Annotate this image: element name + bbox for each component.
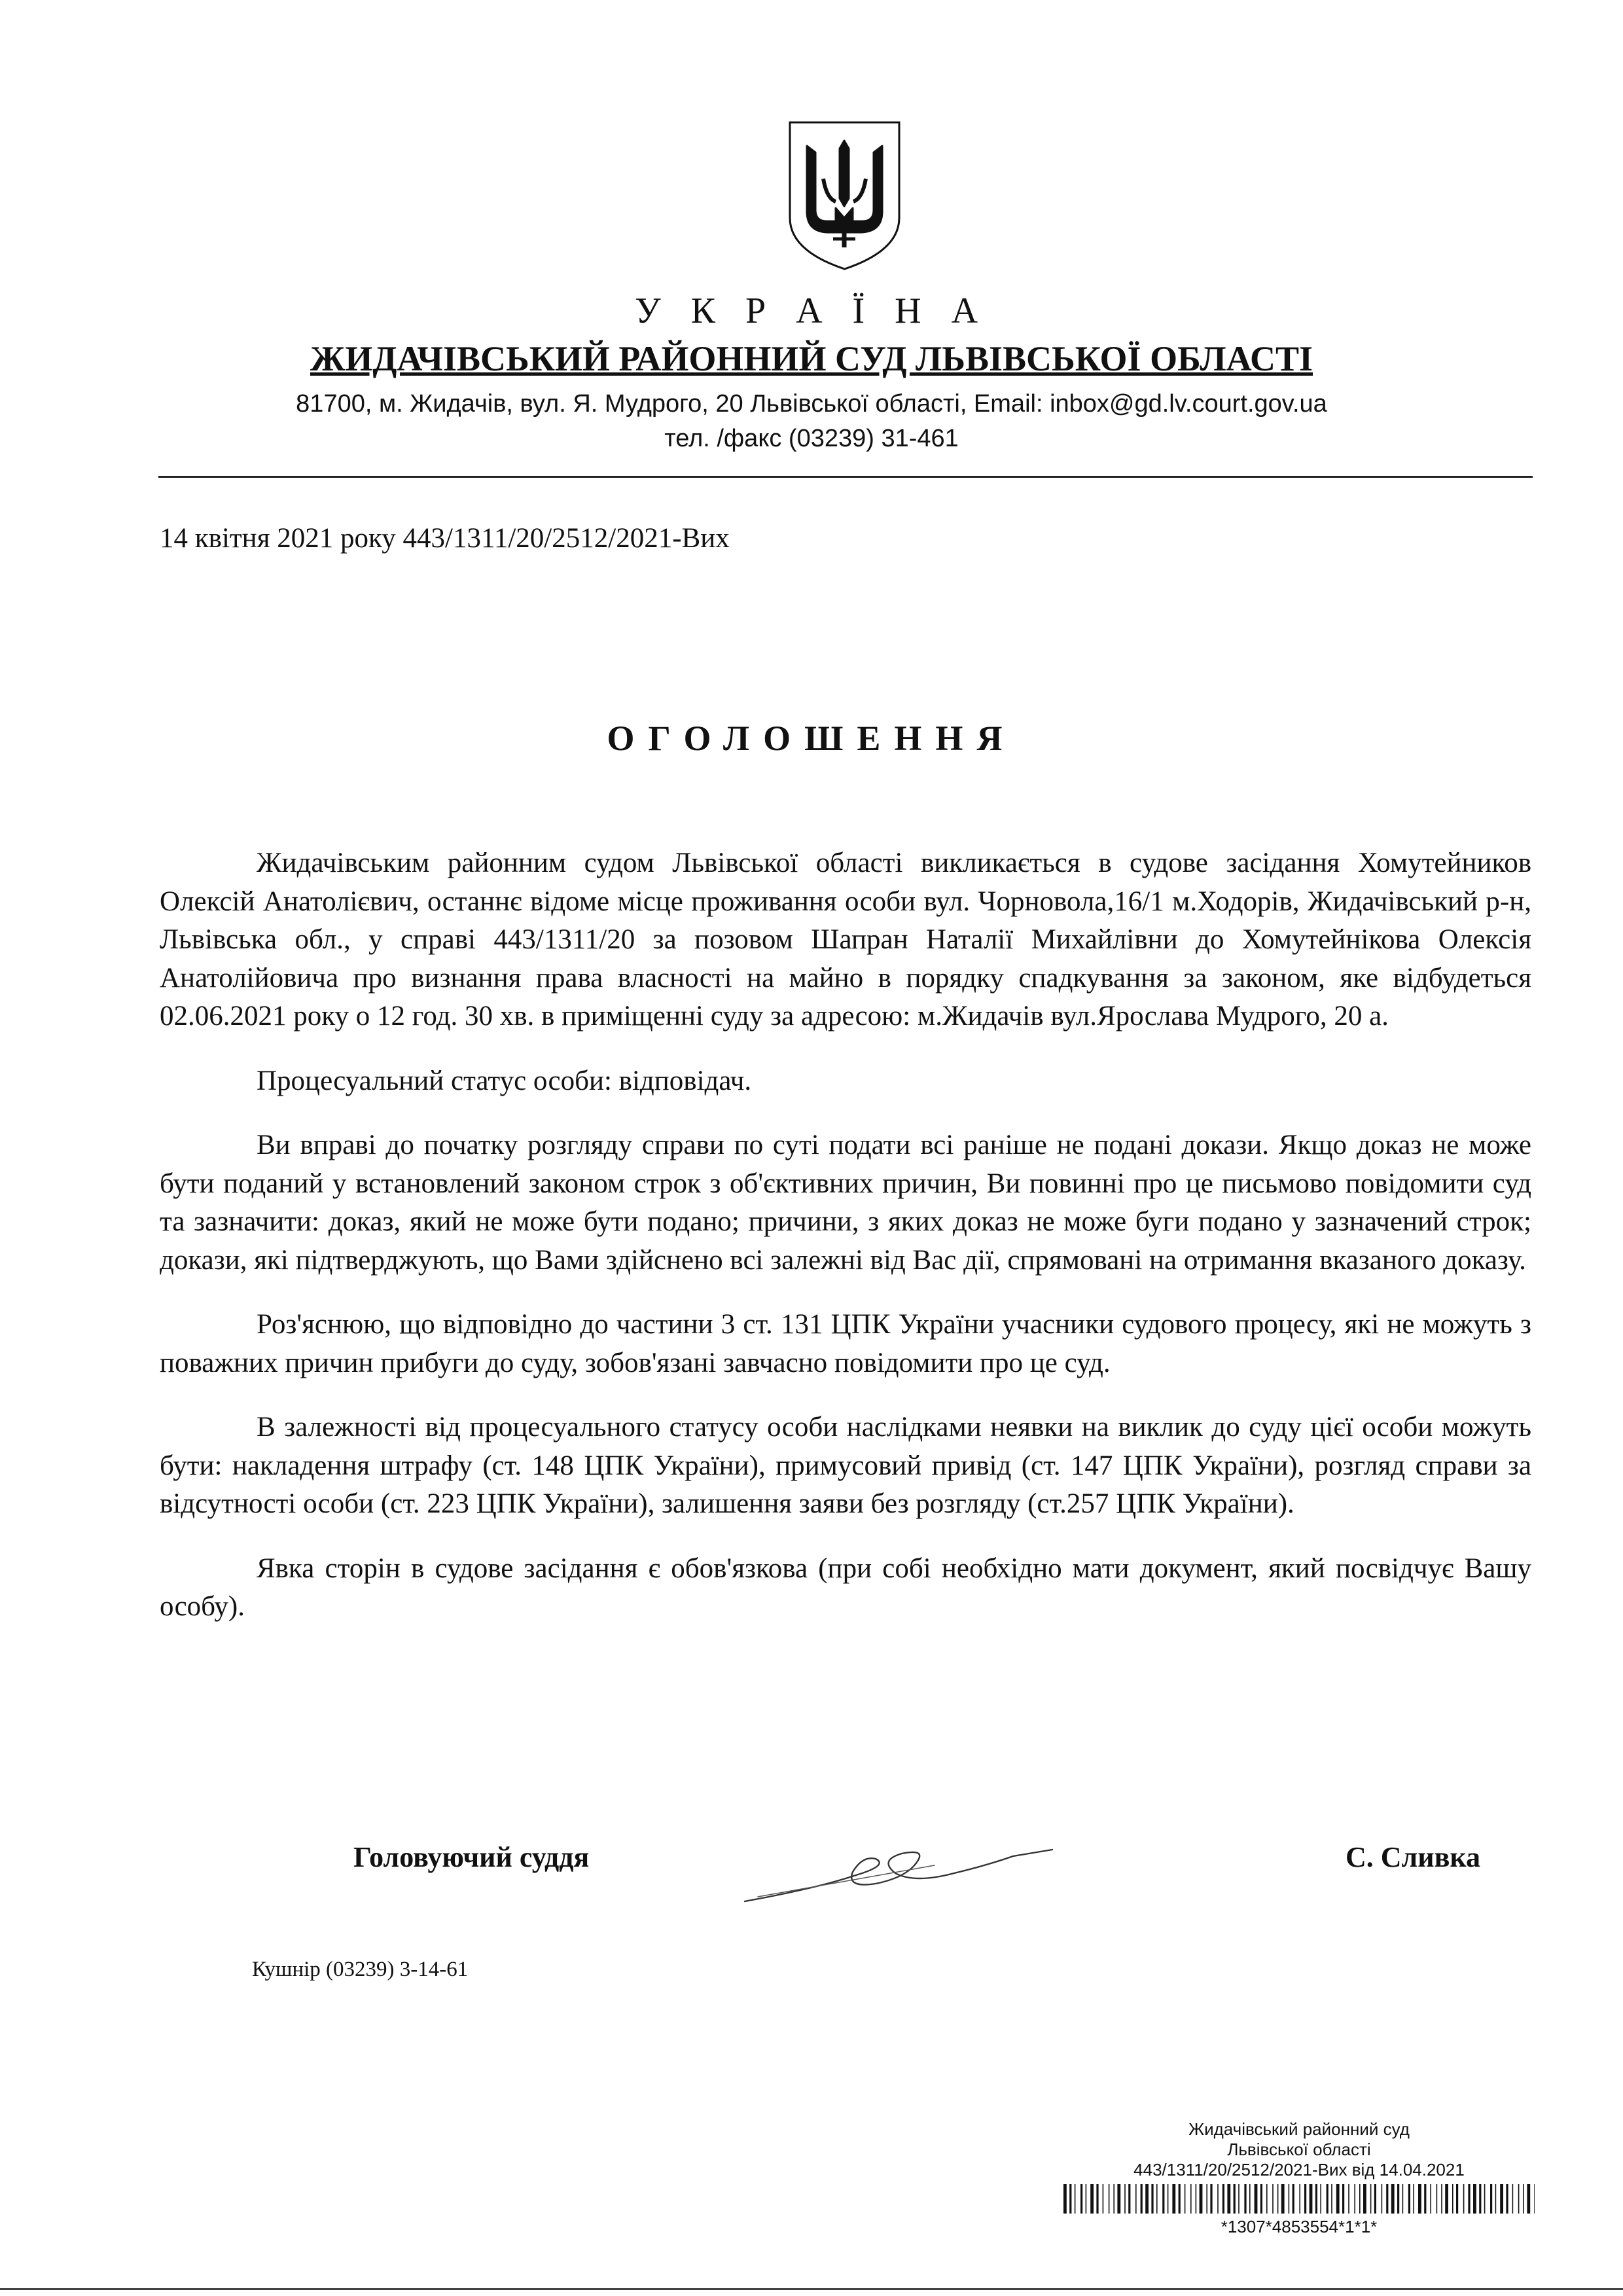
handwritten-signature <box>738 1813 1065 1911</box>
header-divider <box>158 476 1533 478</box>
page-bottom-edge <box>0 2288 1623 2290</box>
barcode-bar <box>1086 2184 1087 2214</box>
barcode-bar <box>1479 2184 1481 2214</box>
body-paragraph-attendance: Явка сторін в судове засідання є обов'язкова (при собі необхідно мати документ, який посвідчує Вашу особу). <box>160 1552 1531 1622</box>
barcode-bar <box>1391 2184 1395 2214</box>
stamp-court-name: Жидачівський районний суд <box>1188 2119 1410 2139</box>
document-body <box>160 844 1531 1653</box>
barcode-bar <box>1342 2184 1344 2214</box>
body-paragraph-obligation: Роз'яснюю, що відповідно до частини 3 ст. 131 ЦПК України учасники судового процесу, які не можуть з поважних причин прибуги до суду, зобов'язані завчасно повідомити про це суд. <box>160 1309 1531 1378</box>
barcode <box>1063 2184 1535 2214</box>
barcode-bar <box>1512 2184 1514 2214</box>
barcode-bar <box>1370 2184 1372 2214</box>
barcode-bar <box>1523 2184 1524 2214</box>
barcode-bar <box>1249 2184 1251 2214</box>
barcode-bar <box>1234 2184 1236 2214</box>
barcode-bar <box>1490 2184 1492 2214</box>
barcode-bar <box>1336 2184 1340 2214</box>
barcode-bar <box>1222 2184 1224 2214</box>
barcode-bar <box>1227 2184 1230 2214</box>
court-phone: тел. /факс (03239) 31-461 <box>664 425 959 452</box>
body-paragraph-summons: Жидачівським районним судом Львівської області викликається в судове засідання Хомутейников Олексій Анатолієвич, останнє відоме місце проживання особи вул. Чорновола,16/1 м.Ходорів, Жидачівський р-н, Львівська обл., у справі 443/1311/20 за позовом Шапран Наталії Михайлівни до Хомутейнікова Олексія Анатолійовича про визнання права власності на майно в порядку спадкування за законом, яке відбудеться 02.06.2021 року о 12 год. 30 хв. в приміщенні суду за адресою: м.Жидачів вул.Ярослава Мудрого, 20 а. <box>160 848 1531 1031</box>
barcode-bar <box>1277 2184 1279 2214</box>
court-name-heading: ЖИДАЧІВСЬКИЙ РАЙОННИЙ СУД ЛЬВІВСЬКОЇ ОБЛАСТІ <box>310 339 1313 378</box>
judge-title: Головуючий суддя <box>353 1841 590 1873</box>
barcode-bar <box>1506 2184 1508 2214</box>
barcode-bar <box>1217 2184 1219 2214</box>
barcode-bar <box>1080 2184 1082 2214</box>
barcode-bar <box>1518 2184 1520 2214</box>
barcode-bar <box>1260 2184 1262 2214</box>
barcode-bar <box>1124 2184 1126 2214</box>
barcode-bar <box>1069 2184 1071 2214</box>
barcode-bar <box>1310 2184 1313 2214</box>
ukraine-trident-emblem-icon <box>787 120 902 272</box>
judge-name: С. Сливка <box>1346 1841 1481 1873</box>
barcode-bar <box>1103 2184 1104 2214</box>
barcode-bar <box>1293 2184 1294 2214</box>
barcode-bar <box>1109 2184 1110 2214</box>
barcode-bar <box>1289 2184 1290 2214</box>
barcode-bar <box>1468 2184 1470 2214</box>
barcode-bar <box>1327 2184 1329 2214</box>
barcode-bar <box>1172 2184 1175 2214</box>
barcode-bar <box>1354 2184 1355 2214</box>
barcode-bar <box>1206 2184 1207 2214</box>
barcode-bar <box>1386 2184 1388 2214</box>
barcode-bar <box>1463 2184 1465 2214</box>
barcode-bar <box>1374 2184 1376 2214</box>
barcode-bar <box>1408 2184 1410 2214</box>
barcode-bar <box>1413 2184 1414 2214</box>
barcode-bar <box>1382 2184 1383 2214</box>
barcode-bar <box>1359 2184 1361 2214</box>
barcode-bar <box>1430 2184 1431 2214</box>
barcode-bar <box>1456 2184 1458 2214</box>
barcode-bar <box>1436 2184 1438 2214</box>
court-address: 81700, м. Жидачів, вул. Я. Мудрого, 20 Львівської області, Email: inbox@gd.lv.court.gov.ua <box>296 390 1327 418</box>
barcode-bar <box>1128 2184 1130 2214</box>
barcode-number: *1307*4853554*1*1* <box>1221 2217 1378 2236</box>
body-paragraph-status: Процесуальний статус особи: відповідач. <box>257 1065 752 1096</box>
barcode-bar <box>1244 2184 1246 2214</box>
barcode-bar <box>1331 2184 1332 2214</box>
barcode-bar <box>1113 2184 1115 2214</box>
barcode-bar <box>1495 2184 1497 2214</box>
barcode-bar <box>1281 2184 1285 2214</box>
barcode-bar <box>1162 2184 1164 2214</box>
barcode-bar <box>1534 2184 1535 2214</box>
barcode-bar <box>1402 2184 1404 2214</box>
barcode-bar <box>1315 2184 1317 2214</box>
barcode-bar <box>1135 2184 1137 2214</box>
barcode-bar <box>1151 2184 1153 2214</box>
barcode-bar <box>1320 2184 1321 2214</box>
barcode-bar <box>1445 2184 1448 2214</box>
barcode-bar <box>1348 2184 1349 2214</box>
stamp-registration-number: 443/1311/20/2512/2021-Вих від 14.04.2021 <box>1133 2160 1465 2179</box>
barcode-bar <box>1168 2184 1169 2214</box>
barcode-bar <box>1238 2184 1240 2214</box>
barcode-bar <box>1272 2184 1274 2214</box>
barcode-bar <box>1473 2184 1476 2214</box>
barcode-bar <box>1500 2184 1503 2214</box>
barcode-bar <box>1145 2184 1149 2214</box>
barcode-bar <box>1484 2184 1486 2214</box>
barcode-bar <box>1418 2184 1421 2214</box>
barcode-bar <box>1452 2184 1454 2214</box>
barcode-bar <box>1200 2184 1203 2214</box>
barcode-bar <box>1090 2184 1094 2214</box>
country-heading: У К Р А Ї Н А <box>634 291 989 331</box>
executor-contact: Кушнір (03239) 3-14-61 <box>252 1958 469 1981</box>
barcode-bar <box>1424 2184 1426 2214</box>
barcode-bar <box>1266 2184 1268 2214</box>
barcode-bar <box>1397 2184 1399 2214</box>
barcode-bar <box>1363 2184 1366 2214</box>
barcode-bar <box>1096 2184 1098 2214</box>
barcode-bar <box>1527 2184 1530 2214</box>
barcode-bar <box>1141 2184 1143 2214</box>
barcode-bar <box>1441 2184 1442 2214</box>
stamp-region: Львівської області <box>1227 2140 1371 2159</box>
document-title: ОГОЛОШЕННЯ <box>607 719 1016 758</box>
body-paragraph-evidence: Ви вправі до початку розгляду справи по суті подати всі раніше не подані докази. Якщо доказ не може бути поданий у встановлений законом строк з об'єктивних причин, Ви повинні про це письмово повідомити суд та зазначити: доказ, який не може бути подано; причини, з яких доказ не може буги подано у зазначений строк; докази, які підтверджують, що Вами здійснено всі залежні від Вас дії, спрямовані на отримання вказаного доказу. <box>160 1130 1531 1276</box>
barcode-bar <box>1255 2184 1258 2214</box>
barcode-bar <box>1299 2184 1300 2214</box>
barcode-bar <box>1063 2184 1067 2214</box>
barcode-bar <box>1185 2184 1186 2214</box>
barcode-bar <box>1304 2184 1306 2214</box>
document-date-reference: 14 квітня 2021 року 443/1311/20/2512/2021-Вих <box>160 523 730 554</box>
barcode-bar <box>1196 2184 1197 2214</box>
barcode-bar <box>1156 2184 1158 2214</box>
registration-stamp <box>1063 2119 1535 2236</box>
body-paragraph-consequences: В залежності від процесуального статусу особи наслідками неявки на виклик до суду цієї особи можуть бути: накладення штрафу (ст. 148 ЦПК України), примусовий привід (ст. 147 ЦПК України), розгляд справи за відсутності особи (ст. 223 ЦПК України), залишення заяви без розгляду (ст.257 ЦПК України). <box>160 1412 1531 1519</box>
barcode-bar <box>1117 2184 1120 2214</box>
barcode-bar <box>1190 2184 1192 2214</box>
barcode-bar <box>1075 2184 1076 2214</box>
barcode-bar <box>1179 2184 1181 2214</box>
barcode-bar <box>1210 2184 1212 2214</box>
